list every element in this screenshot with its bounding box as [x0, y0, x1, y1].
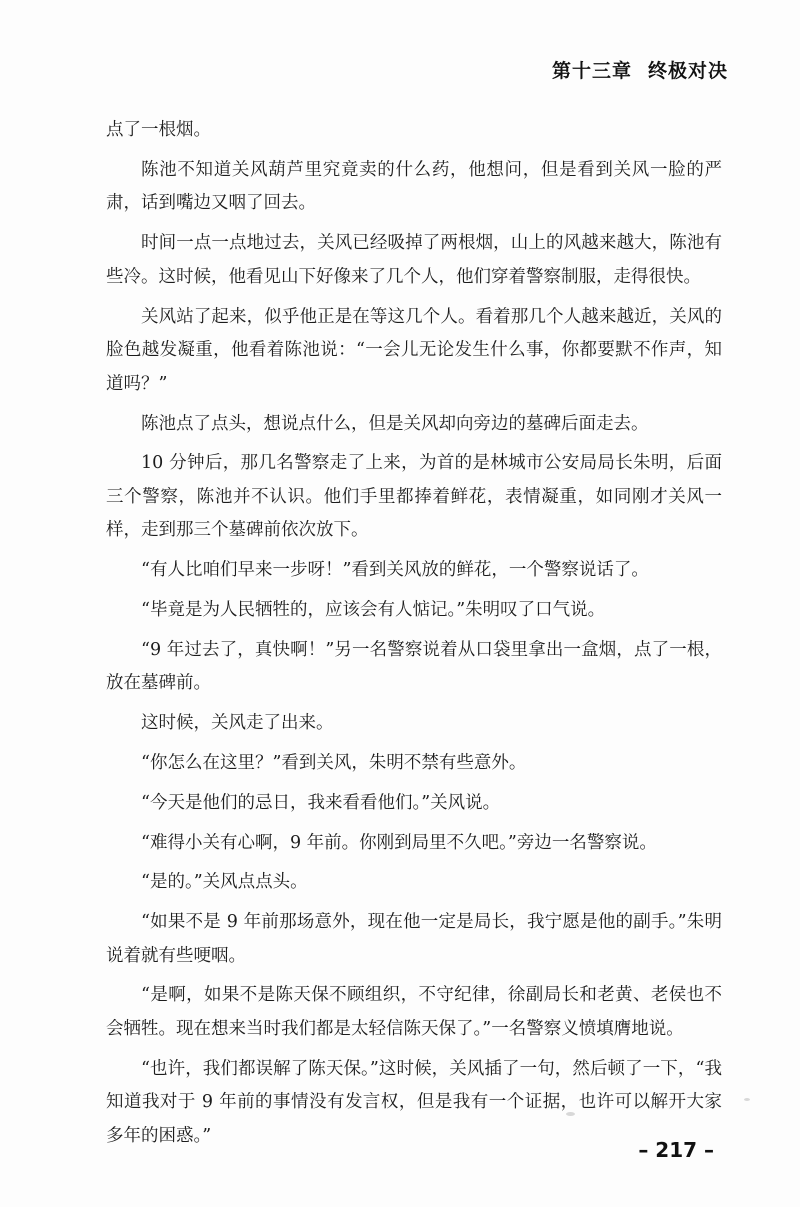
running-header — [552, 56, 728, 83]
chapter-number: 第十三章 — [551, 60, 632, 82]
paragraph: 陈池不知道关风葫芦里究竟卖的什么药，他想问，但是看到关风一脸的严肃，话到嘴边又咽了回去。 — [106, 159, 722, 214]
paragraph: 时间一点一点地过去，关风已经吸掉了两根烟，山上的风越来越大，陈池有些冷。这时候，他看见山下好像来了几个人，他们穿着警察制服，走得很快。 — [106, 233, 722, 287]
page-number: – 217 – — [638, 1138, 714, 1162]
paragraph: 点了一根烟。 — [106, 120, 211, 140]
paragraph: “是的。”关风点点头。 — [141, 872, 308, 893]
paragraph: “今天是他们的忌日，我来看看他们。”关风说。 — [141, 792, 501, 813]
paragraph: “如果不是 9 年前那场意外，现在他一定是局长，我宁愿是他的副手。”朱明说着就有些哽咽。 — [106, 912, 722, 966]
paragraph: “毕竟是为人民牺牲的，应该会有人惦记。”朱明叹了口气说。 — [141, 600, 606, 621]
paragraph: 陈池点了点头，想说点什么，但是关风却向旁边的墓碑后面走去。 — [141, 413, 649, 434]
paragraph: “是啊，如果不是陈天保不顾组织，不守纪律，徐副局长和老黄、老侯也不会牺牲。现在想来当时我们都是太轻信陈天保了。”一名警察义愤填膺地说。 — [106, 985, 722, 1040]
paragraph: 这时候，关风走了出来。 — [141, 713, 334, 734]
scan-speck — [744, 1098, 750, 1101]
paragraph: 关风站了起来，似乎他正是在等这几个人。看着那几个人越来越近，关风的脸色越发凝重，他看着陈池说：“一会儿无论发生什么事，你都要默不作声，知道吗？” — [106, 306, 722, 394]
paragraph: “也许，我们都误解了陈天保。”这时候，关风插了一句，然后顿了一下，“我知道我对于 9 年前的事情没有发言权，但是我有一个证据，也许可以解开大家多年的困惑。” — [106, 1058, 722, 1147]
paragraph: “9 年过去了，真快啊！”另一名警察说着从口袋里拿出一盒烟，点了一根，放在墓碑前。 — [106, 639, 722, 694]
paragraph: “你怎么在这里？”看到关风，朱明不禁有些意外。 — [141, 752, 527, 773]
paragraph: “难得小关有心啊，9 年前。你刚到局里不久吧。”旁边一名警察说。 — [141, 832, 657, 853]
body-text — [106, 114, 722, 1160]
paragraph: 10 分钟后，那几名警察走了上来，为首的是林城市公安局局长朱明，后面三个警察，陈池并不认识。他们手里都捧着鲜花，表情凝重，如同刚才关风一样，走到那三个墓碑前依次放下。 — [106, 453, 722, 541]
scan-speck — [566, 1112, 575, 1116]
chapter-title: 终极对决 — [647, 60, 728, 82]
paragraph: “有人比咱们早来一步呀！”看到关风放的鲜花，一个警察说话了。 — [141, 560, 649, 581]
